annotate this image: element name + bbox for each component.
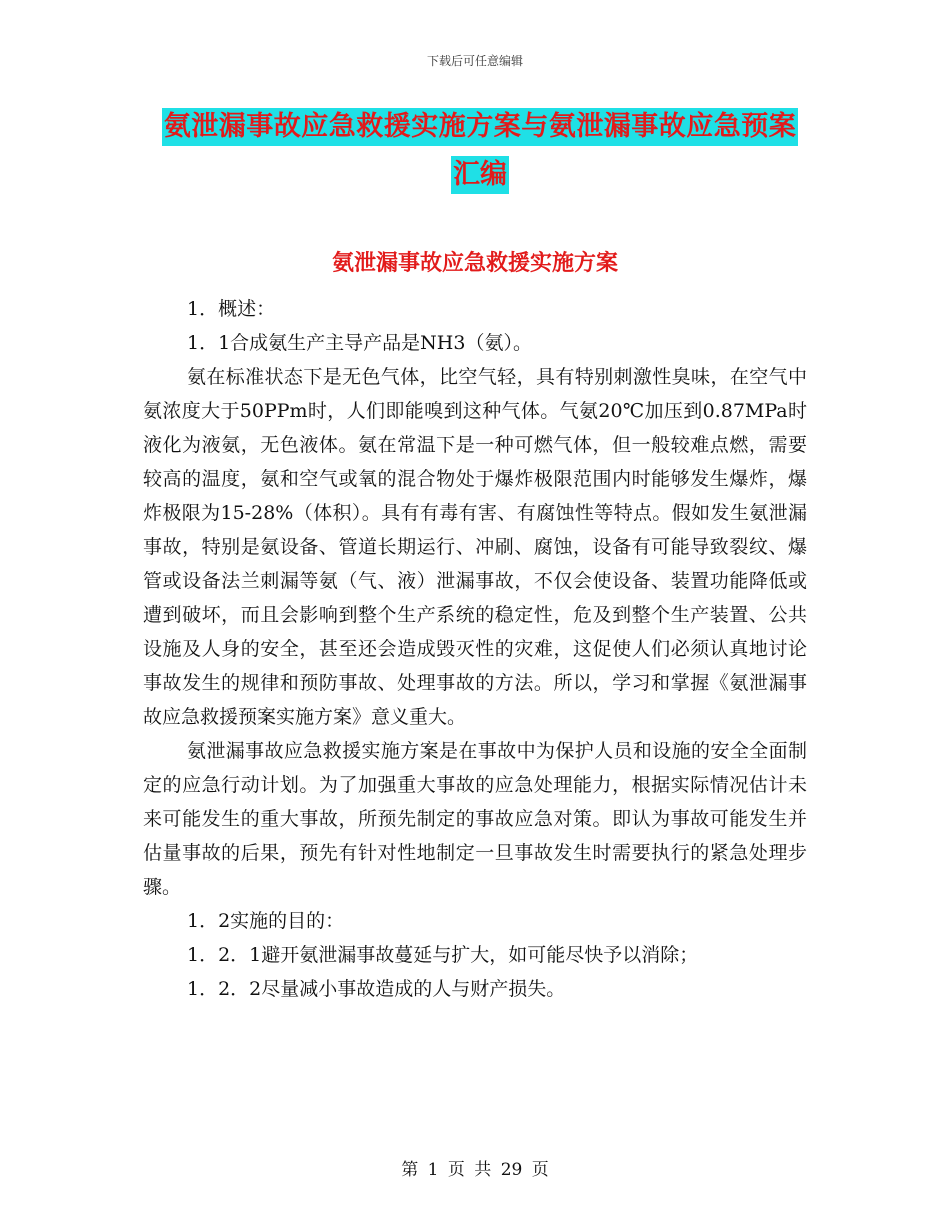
page-footer: 第 1 页 共 29 页 — [401, 1160, 549, 1180]
paragraph-overview-heading: 1．概述： — [187, 298, 276, 320]
paragraph-1-2-2: 1．2．2尽量减小事故造成的人与财产损失。 — [187, 978, 566, 1000]
document-title — [140, 108, 820, 194]
title-line-1: 氨泄漏事故应急救援实施方案与氨泄漏事故应急预案 — [162, 108, 799, 146]
paragraph-1-2: 1．2实施的目的： — [187, 910, 345, 932]
paragraph-plan-definition: 氨泄漏事故应急救援实施方案是在事故中为保护人员和设施的安全全面制定的应急行动计划。为了加强重大事故的应急处理能力，根据实际情况估计未来可能发生的重大事故，所预先制定的事故应急对策。即认为事故可能发生并估量事故的后果，预先有针对性地制定一旦事故发生时需要执行的紧急处理步骤。 — [143, 740, 807, 898]
body-text — [143, 292, 807, 1006]
section-title: 氨泄漏事故应急救援实施方案 — [331, 250, 618, 276]
title-line-2: 汇编 — [451, 156, 509, 194]
paragraph-1-1: 1．1合成氨生产主导产品是NH3（氨）。 — [187, 332, 532, 354]
paragraph-1-2-1: 1．2．1避开氨泄漏事故蔓延与扩大，如可能尽快予以消除； — [187, 944, 699, 966]
paragraph-ammonia-description: 氨在标准状态下是无色气体，比空气轻，具有特别刺激性臭味，在空气中氨浓度大于50PPm时，人们即能嗅到这种气体。气氨20℃加压到0.87MPa时液化为液氨，无色液体。氨在常温下是一种可燃气体，但一般较难点燃，需要较高的温度，氨和空气或氧的混合物处于爆炸极限范围内时能够发生爆炸，爆炸极限为15-28%（体积）。具有有毒有害、有腐蚀性等特点。假如发生氨泄漏事故，特别是氨设备、管道长期运行、冲刷、腐蚀，设备有可能导致裂纹、爆管或设备法兰刺漏等氨（气、液）泄漏事故，不仅会使设备、装置功能降低或遭到破坏，而且会影响到整个生产系统的稳定性，危及到整个生产装置、公共设施及人身的安全，甚至还会造成毁灭性的灾难，这促使人们必须认真地讨论事故发生的规律和预防事故、处理事故的方法。所以，学习和掌握《氨泄漏事故应急救援预案实施方案》意义重大。 — [143, 366, 807, 728]
page-header: 下载后可任意编辑 — [426, 54, 523, 68]
